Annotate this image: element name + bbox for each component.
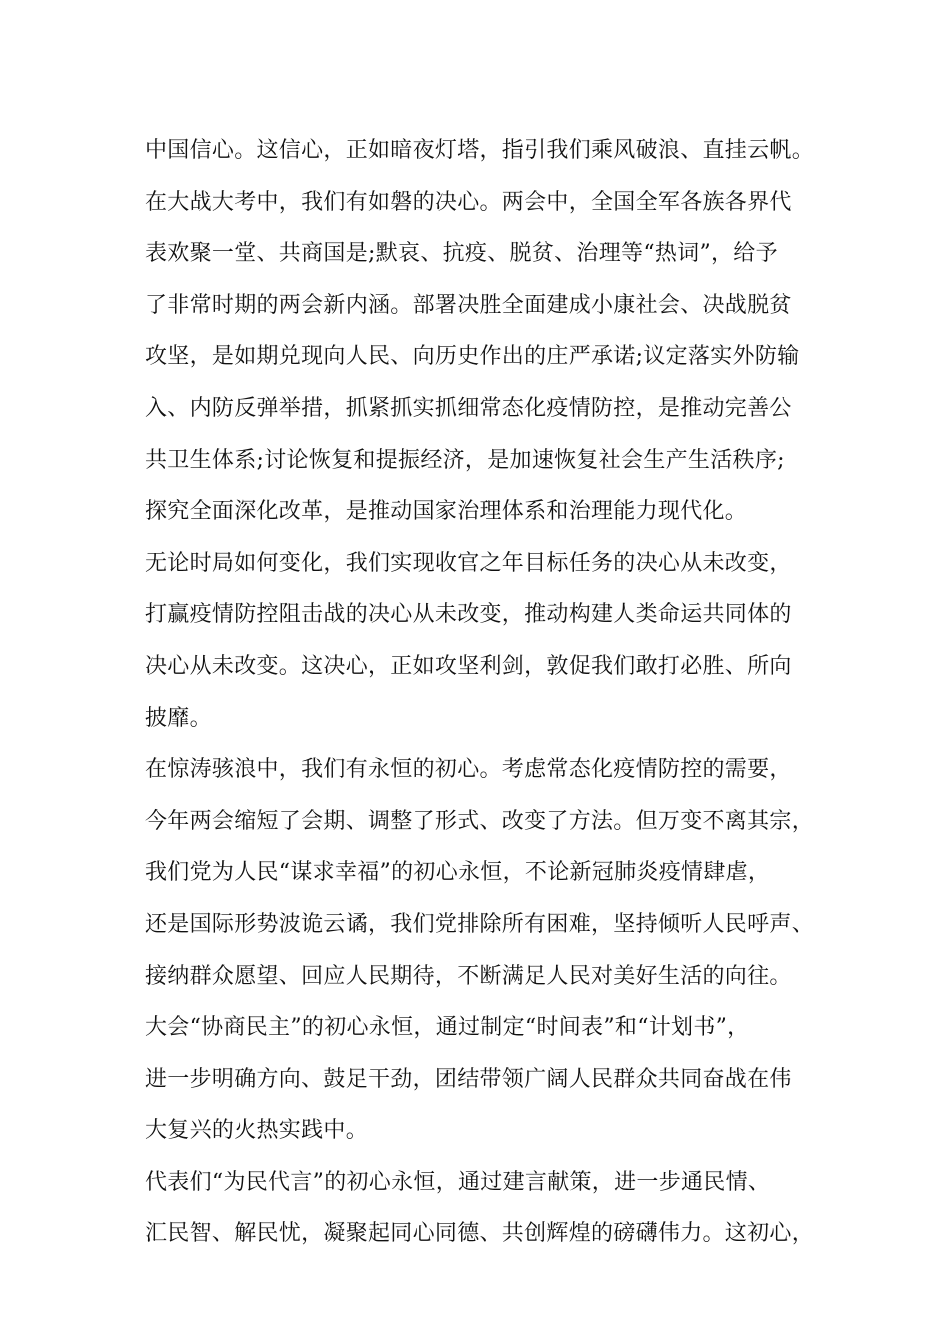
body-text (145, 125, 835, 1260)
text-line: 大会“协商民主”的初心永恒，通过制定“时间表”和“计划书”， (145, 1015, 750, 1041)
text-line: 今年两会缩短了会期、调整了形式、改变了方法。但万变不离其宗， (145, 808, 815, 834)
text-line: 探究全面深化改革，是推动国家治理体系和治理能力现代化。 (145, 499, 748, 525)
text-line: 入、内防反弹举措，抓紧抓实抓细常态化疫情防控，是推动完善公 (145, 395, 792, 421)
text-line: 汇民智、解民忧，凝聚起同心同德、共创辉煌的磅礴伟力。这初心， (145, 1221, 815, 1247)
text-line: 接纳群众愿望、回应人民期待，不断满足人民对美好生活的向往。 (145, 963, 792, 989)
text-line: 表欢聚一堂、共商国是;默哀、抗疫、脱贫、治理等“热词”，给予 (145, 241, 778, 267)
text-line: 打赢疫情防控阻击战的决心从未改变，推动构建人类命运共同体的 (145, 602, 792, 628)
text-line: 还是国际形势波诡云谲，我们党排除所有困难，坚持倾听人民呼声、 (145, 911, 815, 937)
text-line: 披靡。 (145, 705, 212, 731)
text-line: 无论时局如何变化，我们实现收官之年目标任务的决心从未改变， (145, 550, 792, 576)
text-line: 了非常时期的两会新内涵。部署决胜全面建成小康社会、决战脱贫 (145, 292, 792, 318)
text-line: 在惊涛骇浪中，我们有永恒的初心。考虑常态化疫情防控的需要， (145, 757, 792, 783)
text-line: 共卫生体系;讨论恢复和提振经济，是加速恢复社会生产生活秩序; (145, 447, 785, 473)
text-line: 决心从未改变。这决心，正如攻坚利剑，敦促我们敢打必胜、所向 (145, 653, 792, 679)
text-line: 我们党为人民“谋求幸福”的初心永恒，不论新冠肺炎疫情肆虐， (145, 860, 771, 886)
text-line: 中国信心。这信心，正如暗夜灯塔，指引我们乘风破浪、直挂云帆。 (145, 138, 815, 163)
text-line: 攻坚，是如期兑现向人民、向历史作出的庄严承诺;议定落实外防输 (145, 344, 800, 370)
text-line: 代表们“为民代言”的初心永恒，通过建言献策，进一步通民情、 (145, 1169, 771, 1195)
text-line: 大复兴的火热实践中。 (145, 1118, 369, 1144)
text-line: 进一步明确方向、鼓足干劲，团结带领广阔人民群众共同奋战在伟 (145, 1066, 792, 1092)
text-line: 在大战大考中，我们有如磐的决心。两会中，全国全军各族各界代 (145, 189, 792, 215)
